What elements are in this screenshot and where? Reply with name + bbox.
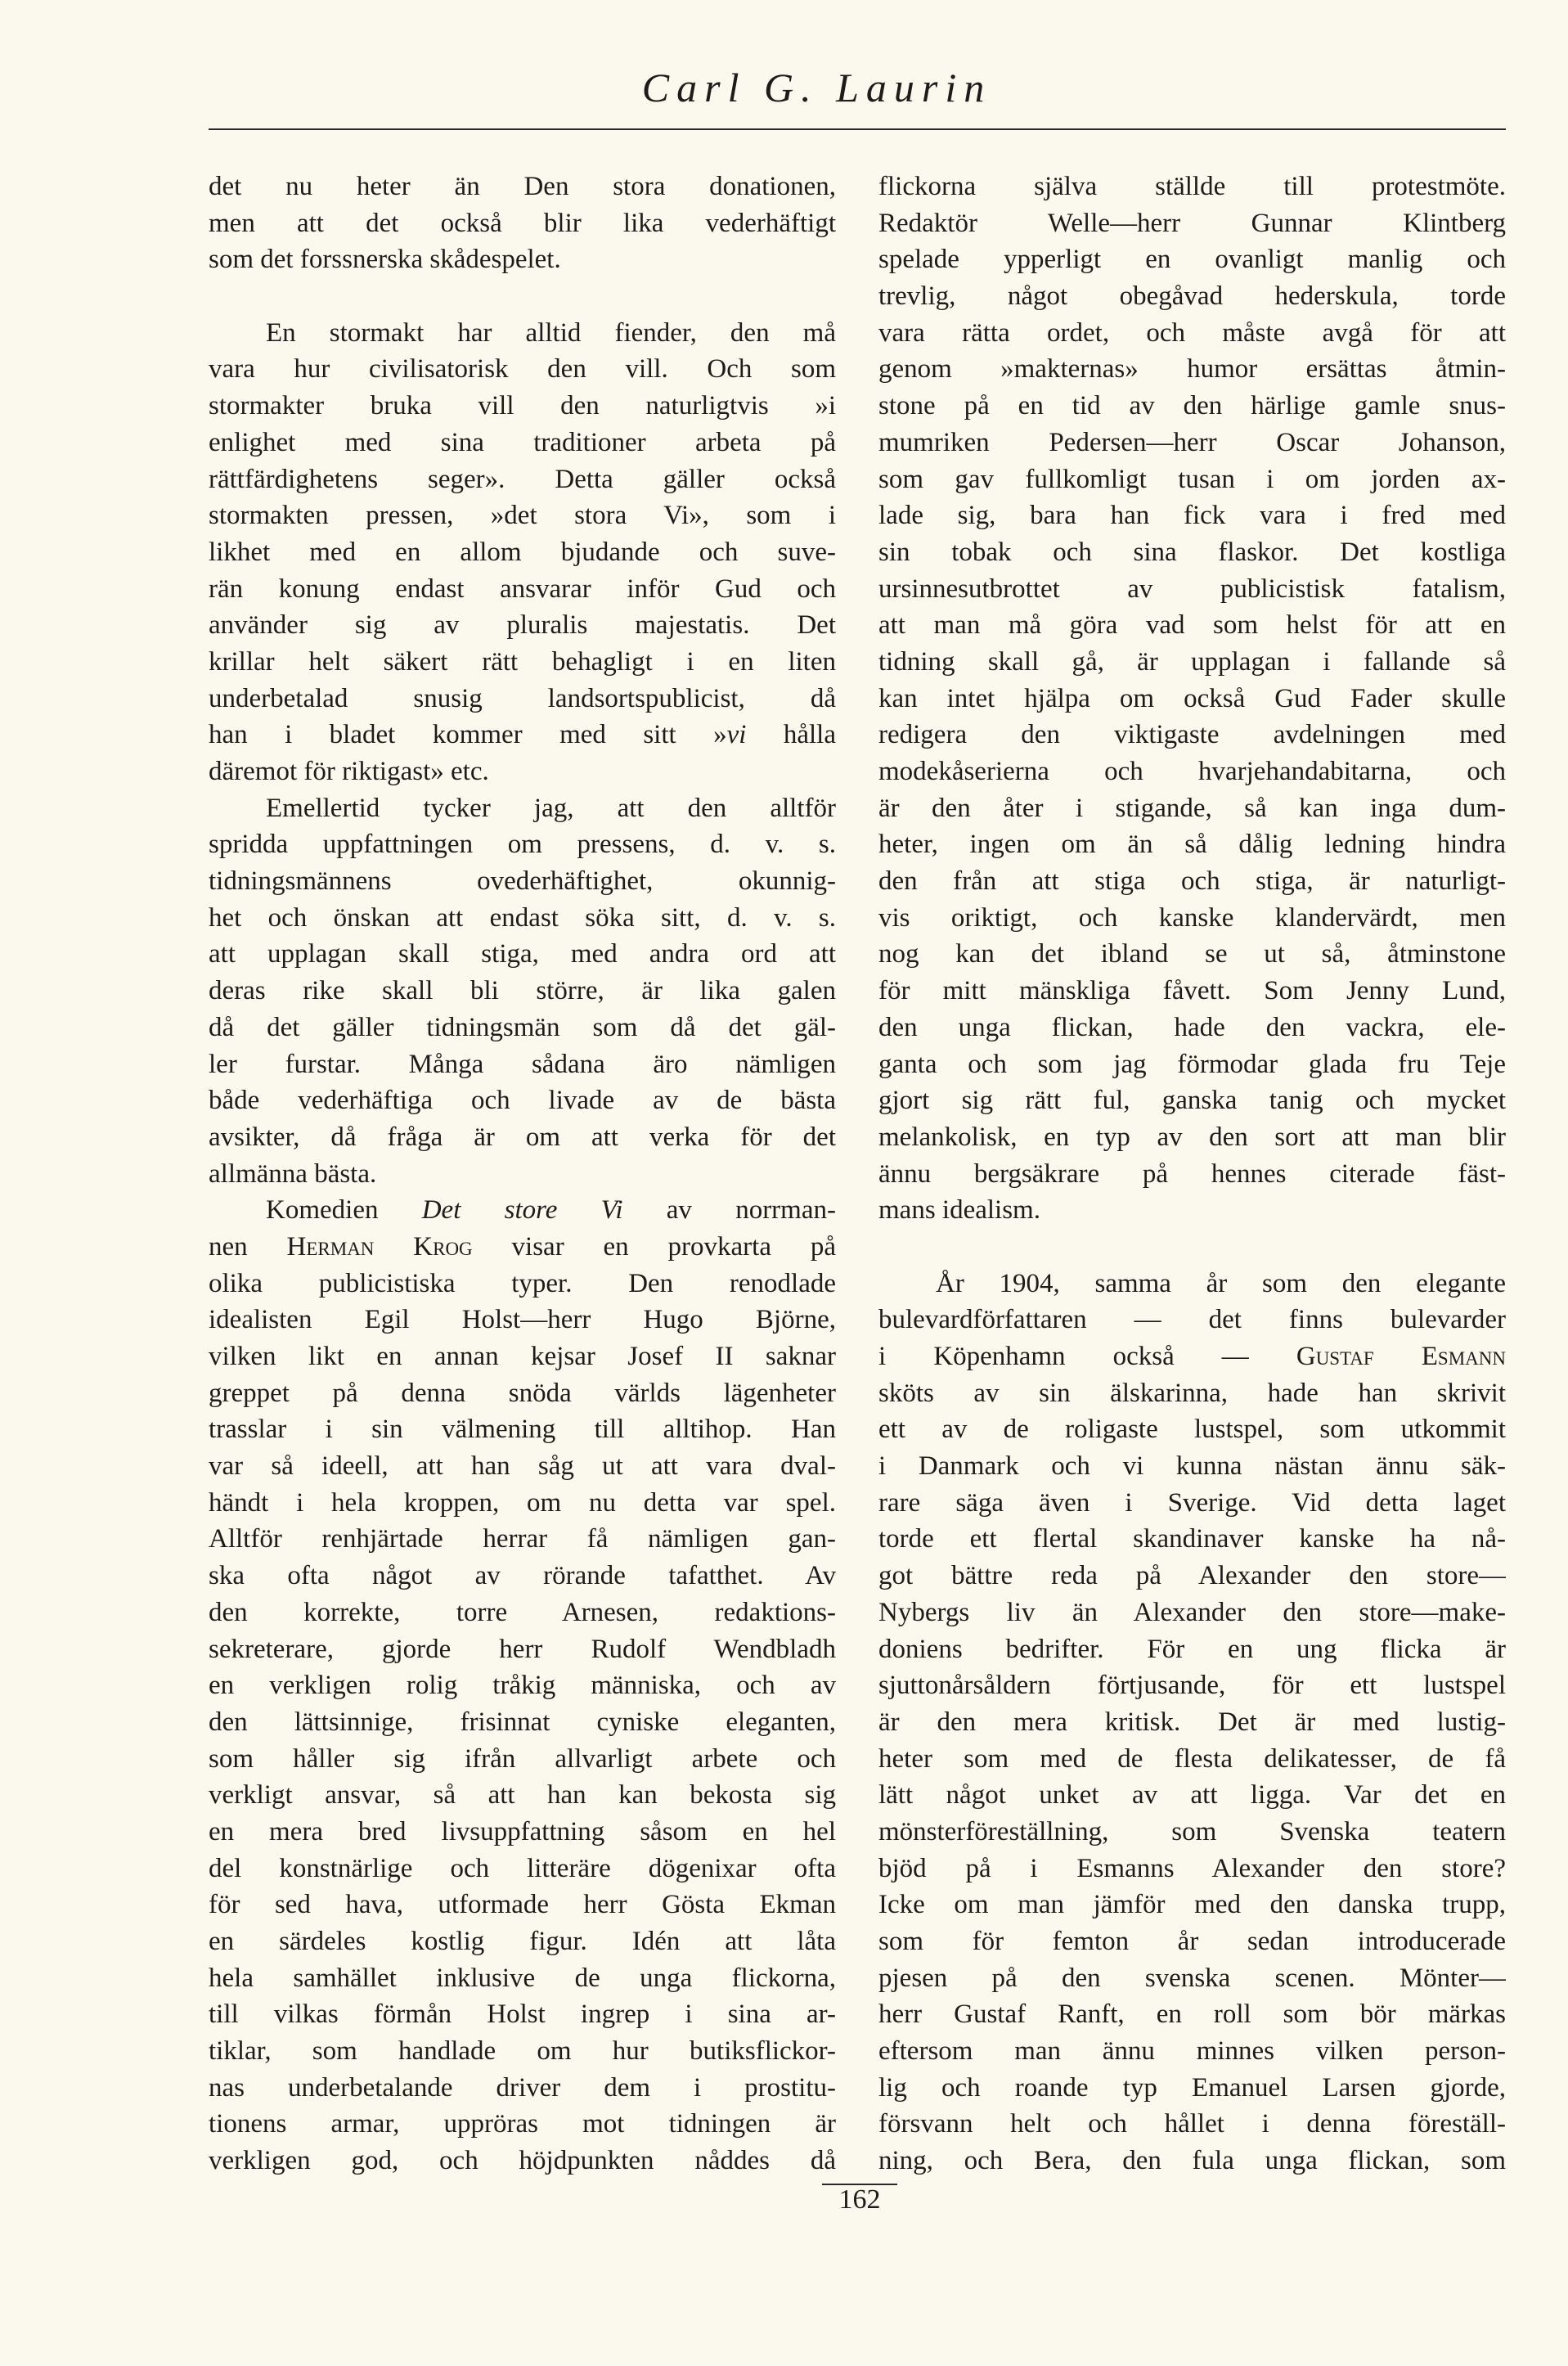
text-line: enlighet med sina traditioner arbeta på (209, 427, 836, 457)
text-line: ska ofta något av rörande tafatthet. Av (209, 1561, 836, 1591)
text-line: mumriken Pedersen—herr Oscar Johanson, (878, 427, 1506, 457)
text-column-right (878, 169, 1506, 2179)
text-line: kan intet hjälpa om också Gud Fader skulle (878, 683, 1506, 713)
text-line: att upplagan skall stiga, med andra ord att (209, 939, 836, 969)
text-line: tiklar, som handlade om hur butiksflickor- (209, 2036, 836, 2067)
text-segment: visar en provkarta på (472, 1231, 836, 1262)
text-line: bjöd på i Esmanns Alexander den store? (878, 1853, 1506, 1883)
text-line: den unga flickan, hade den vackra, ele- (878, 1012, 1506, 1042)
text-line: att man må göra vad som helst för att en (878, 610, 1506, 641)
text-line: lig och roande typ Emanuel Larsen gjorde, (878, 2072, 1506, 2103)
text-line: stormakten pressen, »det stora Vi», som i (209, 501, 836, 531)
text-line: bulevardförfattaren — det finns bulevarder (878, 1305, 1506, 1335)
text-line: lätt något unket av att ligga. Var det en (878, 1780, 1506, 1810)
text-line: got bättre reda på Alexander den store— (878, 1561, 1506, 1591)
text-line: då det gäller tidningsmän som då det gäl- (209, 1012, 836, 1042)
text-line: sin tobak och sina flaskor. Det kostliga (878, 537, 1506, 567)
text-line: rare säga även i Sverige. Vid detta laget (878, 1487, 1506, 1518)
text-line: är den mera kritisk. Det är med lustig- (878, 1707, 1506, 1737)
text-line: ning, och Bera, den fula unga flickan, som (878, 2146, 1506, 2176)
text-line: ännu bergsäkrare på hennes citerade fäst- (878, 1158, 1506, 1189)
text-line: ler furstar. Många sådana äro nämligen (209, 1049, 836, 1079)
text-line: eftersom man ännu minnes vilken person- (878, 2036, 1506, 2067)
text-line: den från att stiga och stiga, är naturligt- (878, 866, 1506, 897)
text-line: likhet med en allom bjudande och suve- (209, 537, 836, 567)
text-line: mans idealism. (878, 1195, 1040, 1226)
text-line: försvann helt och hållet i denna föreställ- (878, 2109, 1506, 2139)
text-line: deras rike skall bli större, är lika galen (209, 976, 836, 1006)
text-line: heter, ingen om än så dålig ledning hindra (878, 830, 1506, 860)
text-line: greppet på denna snöda världs lägenheter (209, 1378, 836, 1408)
text-line: herr Gustaf Ranft, en roll som bör märkas (878, 1999, 1506, 2030)
text-line: den lättsinnige, frisinnat cyniske eleganten, (209, 1707, 836, 1737)
italic-title: vi (726, 720, 747, 750)
text-line: Nybergs liv än Alexander den store—make- (878, 1597, 1506, 1627)
text-line: en verkligen rolig tråkig människa, och av (209, 1671, 836, 1701)
text-line: Redaktör Welle—herr Gunnar Klintberg (878, 208, 1506, 238)
text-line: som för femton år sedan introducerade (878, 1927, 1506, 1956)
text-line: tidning skall gå, är upplagan i fallande så (878, 646, 1506, 677)
text-line: Emellertid tycker jag, att den alltför (266, 793, 836, 823)
text-line: sköts av sin älskarinna, hade han skrivit (878, 1378, 1506, 1408)
text-segment: av norrman- (622, 1195, 836, 1226)
header-rule (209, 128, 1506, 130)
text-line: både vederhäftiga och livade av de bästa (209, 1086, 836, 1116)
text-line: som det forssnerska skådespelet. (209, 245, 561, 275)
paragraph-gap (878, 1229, 1506, 1266)
text-line: pjesen på den svenska scenen. Mönter— (878, 1963, 1506, 1993)
text-line: del konstnärlige och litteräre dögenixar ofta (209, 1853, 836, 1883)
text-line: År 1904, samma år som den elegante (936, 1268, 1506, 1298)
paragraph-gap (209, 278, 836, 315)
text-line: den korrekte, torre Arnesen, redaktions- (209, 1597, 836, 1627)
text-line: allmänna bästa. (209, 1158, 377, 1189)
text-line: avsikter, då fråga är om att verka för det (209, 1122, 836, 1152)
author-name: Gustaf Esmann (1296, 1342, 1506, 1371)
text-line: olika publicistiska typer. Den renodlade (209, 1268, 836, 1298)
text-line: doniens bedrifter. För en ung flicka är (878, 1634, 1506, 1664)
text-line: nog kan det ibland se ut så, åtminstone (878, 939, 1506, 969)
text-line: stormakter bruka vill den naturligtvis »i (209, 391, 836, 421)
text-line: krillar helt säkert rätt behagligt i en liten (209, 646, 836, 677)
text-line: händt i hela kroppen, om nu detta var spel. (209, 1487, 836, 1518)
text-column-left (209, 169, 836, 2179)
text-line: Icke om man jämför med den danska trupp, (878, 1890, 1506, 1920)
text-line: en särdeles kostlig figur. Idén att låta (209, 1927, 836, 1956)
text-line: torde ett flertal skandinaver kanske ha nå- (878, 1524, 1506, 1554)
text-line: idealisten Egil Holst—herr Hugo Björne, (209, 1305, 836, 1335)
text-line: sjuttonårsåldern förtjusande, för ett lustspel (878, 1671, 1506, 1701)
italic-title: Det store Vi (421, 1195, 623, 1226)
text-line: trasslar i sin välmening till alltihop. Han (209, 1415, 836, 1445)
text-segment: hålla (746, 720, 836, 750)
text-line: redigera den viktigaste avdelningen med (878, 720, 1506, 750)
text-line: till vilkas förmån Holst ingrep i sina ar- (209, 1999, 836, 2030)
text-line: en mera bred livsuppfattning såsom en hel (209, 1816, 836, 1846)
text-segment: i Köpenhamn också — (878, 1342, 1296, 1371)
text-line: rättfärdighetens seger». Detta gäller också (209, 464, 836, 494)
text-line: En stormakt har alltid fiender, den må (266, 317, 836, 348)
text-line: var så ideell, att han såg ut att vara dval- (209, 1451, 836, 1482)
text-line: het och önskan att endast söka sitt, d. v. s. (209, 902, 836, 933)
text-line: för mitt mänskliga fåvett. Som Jenny Lund, (878, 976, 1506, 1006)
paragraph (209, 169, 836, 278)
paragraph (878, 169, 1506, 1229)
text-line: i Danmark och vi kunna nästan ännu säk- (878, 1451, 1506, 1482)
running-title: Carl G. Laurin (641, 65, 992, 110)
text-line: som håller sig ifrån allvarligt arbete och (209, 1743, 836, 1774)
text-line: använder sig av pluralis majestatis. Det (209, 610, 836, 641)
text-line: Alltför renhjärtade herrar få nämligen gan- (209, 1524, 836, 1554)
text-line: ganta och som jag förmodar glada fru Teje (878, 1049, 1506, 1079)
text-line: spelade ypperligt en ovanligt manlig och (878, 245, 1506, 275)
text-line: trevlig, något obegåvad hederskula, torde (878, 281, 1506, 312)
text-line: lade sig, bara han fick vara i fred med (878, 501, 1506, 531)
text-segment: han i bladet kommer med sitt » (209, 720, 727, 750)
text-line: som gav fullkomligt tusan i om jorden ax- (878, 464, 1506, 494)
text-line: flickorna själva ställde till protestmöte. (878, 172, 1506, 201)
page-number: 162 (838, 2184, 881, 2215)
text-line: tionens armar, uppröras mot tidningen är (209, 2109, 836, 2139)
paragraph (878, 1266, 1506, 2179)
author-name: Herman Krog (286, 1231, 473, 1262)
text-segment: Komedien (266, 1195, 422, 1226)
paragraph (209, 315, 836, 790)
text-line: mönsterföreställning, som Svenska teatern (878, 1816, 1506, 1846)
text-line: vilken likt en annan kejsar Josef II saknar (209, 1342, 836, 1371)
text-line: underbetalad snusig landsortspublicist, då (209, 683, 836, 713)
text-line: verkligen god, och höjdpunkten nåddes då (209, 2146, 836, 2176)
text-line (878, 1338, 1506, 1375)
text-line (209, 717, 836, 753)
text-line: tidningsmännens ovederhäftighet, okunnig- (209, 866, 836, 897)
text-line: det nu heter än Den stora donationen, (209, 172, 836, 201)
text-line: däremot för riktigast» etc. (209, 757, 489, 786)
text-line: melankolisk, en typ av den sort att man blir (878, 1122, 1506, 1152)
text-line: för sed hava, utformade herr Gösta Ekman (209, 1890, 836, 1920)
paragraph (209, 790, 836, 1193)
text-line: vis oriktigt, och kanske klandervärdt, men (878, 902, 1506, 933)
text-line: heter som med de flesta delikatesser, de få (878, 1743, 1506, 1774)
text-line: genom »makternas» humor ersättas åtmin- (878, 354, 1506, 385)
text-segment: nen (209, 1231, 287, 1262)
text-line: ursinnesutbrottet av publicistisk fatalism, (878, 574, 1506, 604)
text-line: vara rätta ordet, och måste avgå för att (878, 317, 1506, 348)
text-line: men att det också blir lika vederhäftigt (209, 208, 836, 238)
text-line: är den åter i stigande, så kan inga dum- (878, 793, 1506, 823)
paragraph (209, 1192, 836, 2179)
text-line: modekåserierna och hvarjehandabitarna, och (878, 757, 1506, 786)
text-line: hela samhället inklusive de unga flickorna, (209, 1963, 836, 1993)
text-line: rän konung endast ansvarar inför Gud och (209, 574, 836, 604)
text-line (209, 1229, 836, 1266)
text-line: spridda uppfattningen om pressens, d. v. s. (209, 830, 836, 860)
text-line: vara hur civilisatorisk den vill. Och som (209, 354, 836, 385)
text-line: stone på en tid av den härlige gamle snus- (878, 391, 1506, 421)
text-line: gjort sig rätt ful, ganska tanig och mycket (878, 1086, 1506, 1116)
text-line (209, 1192, 836, 1229)
text-line: sekreterare, gjorde herr Rudolf Wendbladh (209, 1634, 836, 1664)
text-line: nas underbetalande driver dem i prostitu- (209, 2072, 836, 2103)
text-line: ett av de roligaste lustspel, som utkommit (878, 1415, 1506, 1445)
text-line: verkligt ansvar, så att han kan bekosta sig (209, 1780, 836, 1810)
